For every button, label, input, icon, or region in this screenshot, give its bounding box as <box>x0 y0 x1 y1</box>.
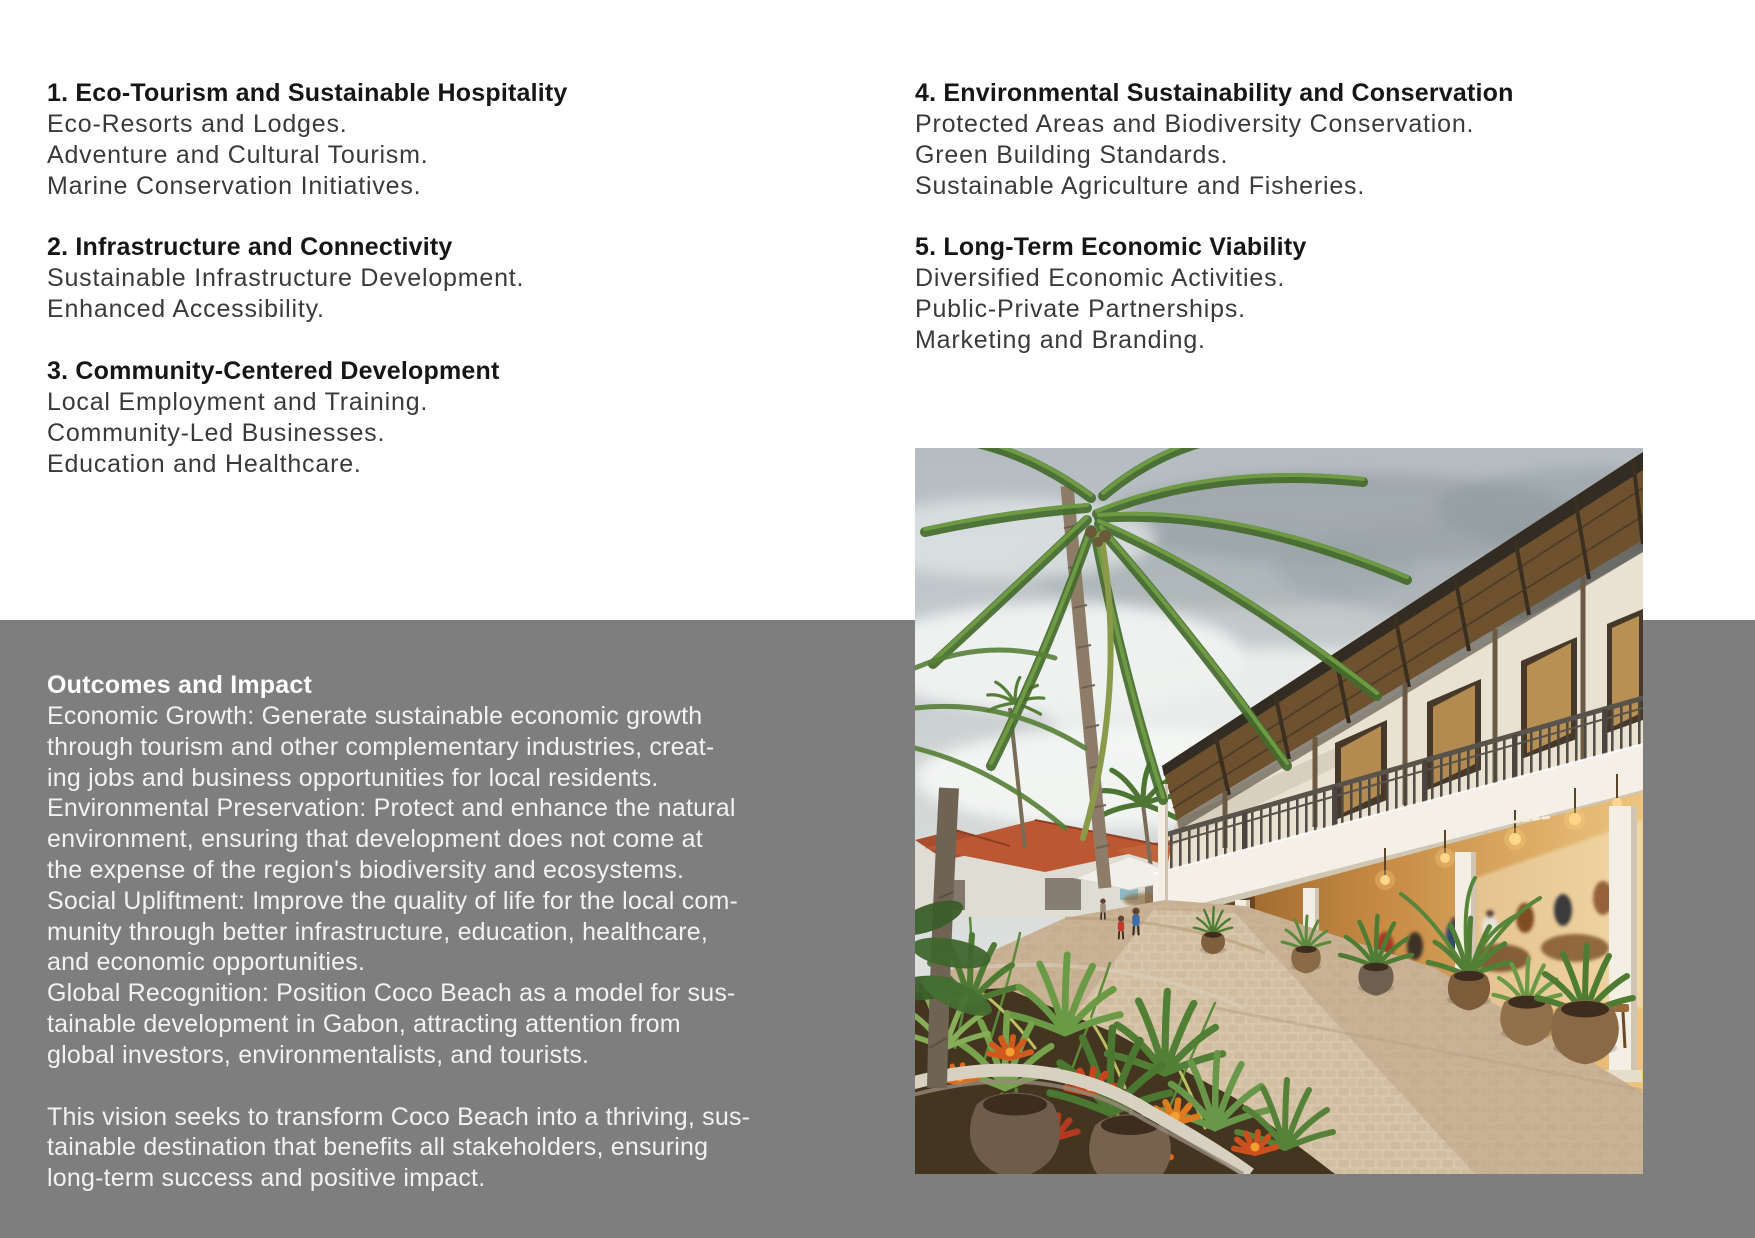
outcomes-line: and economic opportunities. <box>47 948 366 977</box>
section-infrastructure <box>47 232 877 325</box>
section-line: Marine Conservation Initiatives. <box>47 171 422 200</box>
section-eco-tourism <box>47 78 877 201</box>
section-line: Protected Areas and Biodiversity Conservation. <box>915 110 1475 138</box>
outcomes-line: the expense of the region's biodiversity and ecosystems. <box>47 855 685 884</box>
section-line: Diversified Economic Activities. <box>915 264 1286 293</box>
outcomes-line: ing jobs and business opportunities for local residents. <box>47 763 659 792</box>
column-right <box>915 78 1635 387</box>
outcomes-line: Economic Growth: Generate sustainable economic growth <box>47 702 703 730</box>
outcomes-line: tainable development in Gabon, attracting attention from <box>47 1009 681 1038</box>
outcomes-line: tainable destination that benefits all stakeholders, ensuring <box>47 1133 709 1162</box>
section-lines <box>915 109 1635 201</box>
section-line: Community-Led Businesses. <box>47 418 386 447</box>
section-environment <box>915 78 1635 201</box>
section-heading: 1. Eco-Tourism and Sustainable Hospitality <box>47 79 568 107</box>
outcomes-line: global investors, environmentalists, and tourists. <box>47 1040 590 1069</box>
outcomes-line: munity through better infrastructure, education, healthcare, <box>47 917 708 946</box>
section-heading: 2. Infrastructure and Connectivity <box>47 233 453 262</box>
marketplace-photo <box>915 448 1643 1174</box>
outcomes-line: long-term success and positive impact. <box>47 1164 486 1193</box>
section-line: Education and Healthcare. <box>47 449 362 478</box>
outcomes-closing-lines <box>47 1102 857 1194</box>
section-heading: 3. Community-Centered Development <box>47 356 500 385</box>
outcomes-heading: Outcomes and Impact <box>47 671 312 699</box>
section-line: Public-Private Partnerships. <box>915 295 1246 324</box>
section-community <box>47 356 877 479</box>
outcomes-lines <box>47 701 857 1071</box>
section-lines <box>915 263 1635 355</box>
outcomes-line: Social Upliftment: Improve the quality of life for the local com- <box>47 886 739 915</box>
marketplace-photo-illustration <box>915 448 1643 1174</box>
section-heading: 5. Long-Term Economic Viability <box>915 233 1307 262</box>
section-heading: 4. Environmental Sustainability and Conservation <box>915 79 1514 107</box>
outcomes-line: Global Recognition: Position Coco Beach as a model for sus- <box>47 979 736 1008</box>
outcomes-line: through tourism and other complementary industries, creat- <box>47 732 715 761</box>
section-lines <box>47 109 877 201</box>
column-left <box>47 78 877 510</box>
section-line: Green Building Standards. <box>915 140 1229 169</box>
paragraph-gap <box>47 1071 857 1102</box>
section-line: Marketing and Branding. <box>915 325 1206 354</box>
outcomes-line: This vision seeks to transform Coco Beach into a thriving, sus- <box>47 1102 751 1131</box>
section-lines <box>47 387 877 479</box>
outcomes-line: environment, ensuring that development does not come at <box>47 825 703 854</box>
section-lines <box>47 263 877 325</box>
section-line: Sustainable Agriculture and Fisheries. <box>915 171 1366 200</box>
outcomes-line: Environmental Preservation: Protect and enhance the natural <box>47 794 736 823</box>
outcomes-section <box>47 670 857 1194</box>
section-economic-viability <box>915 232 1635 355</box>
section-line: Local Employment and Training. <box>47 387 429 416</box>
section-line: Enhanced Accessibility. <box>47 295 325 324</box>
section-line: Adventure and Cultural Tourism. <box>47 140 429 169</box>
section-line: Eco-Resorts and Lodges. <box>47 110 348 138</box>
section-line: Sustainable Infrastructure Development. <box>47 264 525 293</box>
